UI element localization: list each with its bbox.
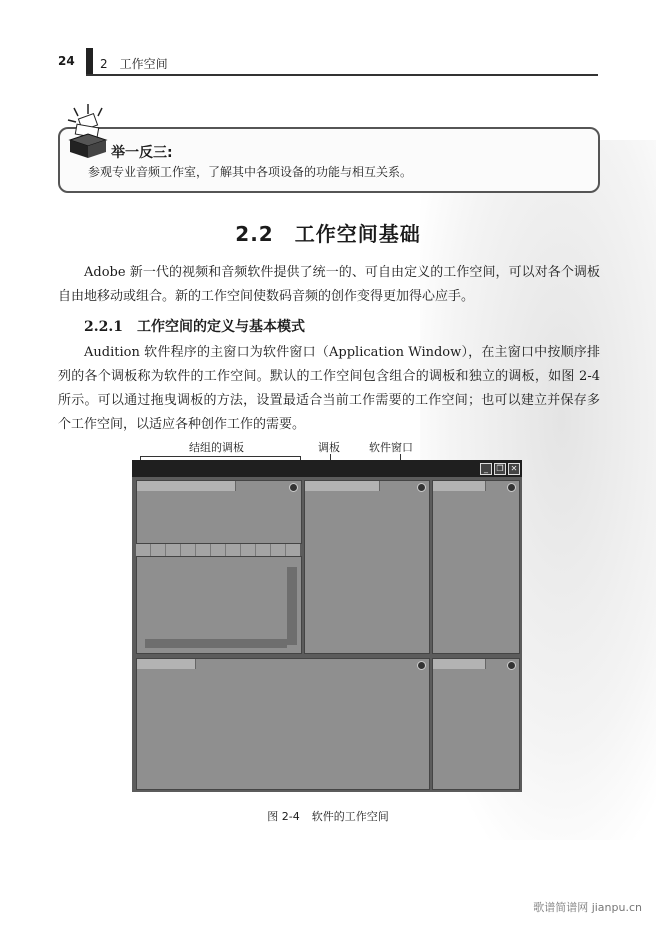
header-rule [86,74,598,76]
subsection-number: 2.2.1 [84,319,123,335]
panel-tab[interactable] [137,481,236,491]
close-icon[interactable]: ✕ [508,463,520,475]
grouped-panel-bottom [136,556,302,654]
paragraph: Audition 软件程序的主窗口为软件窗口（Application Window），在主窗口中按顺序排列的各个调板称为软件的工作空间。默认的工作空间包含组合的调板和独立的调板，如图 2-4 所示。可以通过拖曳调板的方法，设置最适合当前工作需要的工作空间；也可以建立并保存多个工作空间，以适应各种创作工作的需要。 [58,345,600,432]
label-app-window: 软件窗口 [369,441,413,454]
chapter-title: 2 工作空间 [100,57,168,71]
panel-tab[interactable] [433,659,486,669]
figure-caption [0,808,656,824]
tip-title: 举一反三: [111,145,173,161]
panel-tab[interactable] [137,659,196,669]
caption-number: 图 2-4 [267,810,300,823]
panel-menu-icon[interactable] [417,661,426,670]
workspace-screenshot [132,460,522,792]
standalone-panel [304,480,430,654]
panel-tab[interactable] [433,481,486,491]
minimize-icon[interactable]: _ [480,463,492,475]
tip-text: 参观专业音频工作室，了解其中各项设备的功能与相互关系。 [88,165,413,179]
label-grouped-panels: 结组的调板 [189,441,244,454]
grouped-panel-top [136,480,302,544]
subsection-title: 工作空间的定义与基本模式 [136,319,305,335]
panel-menu-icon[interactable] [417,483,426,492]
horizontal-scrollbar[interactable] [145,639,287,648]
page-number: 24 [58,54,75,68]
panel-tab-strip[interactable] [136,544,300,556]
panel-menu-icon[interactable] [507,483,516,492]
panel-tab[interactable] [305,481,380,491]
subsection-heading [84,316,305,336]
header-bar [86,48,93,76]
section-title: 2.2 工作空间基础 [235,222,421,246]
tip-icon [66,104,110,162]
paragraph: Adobe 新一代的视频和音频软件提供了统一的、可自由定义的工作空间，可以对各个调板自由地移动或组合。新的工作空间使数码音频的创作变得更加得心应手。 [58,265,600,304]
watermark: 歌谱简谱网 jianpu.cn [533,901,642,914]
restore-icon[interactable]: ❐ [494,463,506,475]
bottom-right-panel [432,658,520,790]
bracket-grouped [140,456,300,457]
caption-text: 软件的工作空间 [311,810,389,823]
vertical-scrollbar[interactable] [287,567,297,645]
label-panel: 调板 [318,441,340,454]
panel-menu-icon[interactable] [289,483,298,492]
panel-menu-icon[interactable] [507,661,516,670]
bottom-left-panel [136,658,430,790]
window-titlebar [132,460,522,477]
right-panel [432,480,520,654]
